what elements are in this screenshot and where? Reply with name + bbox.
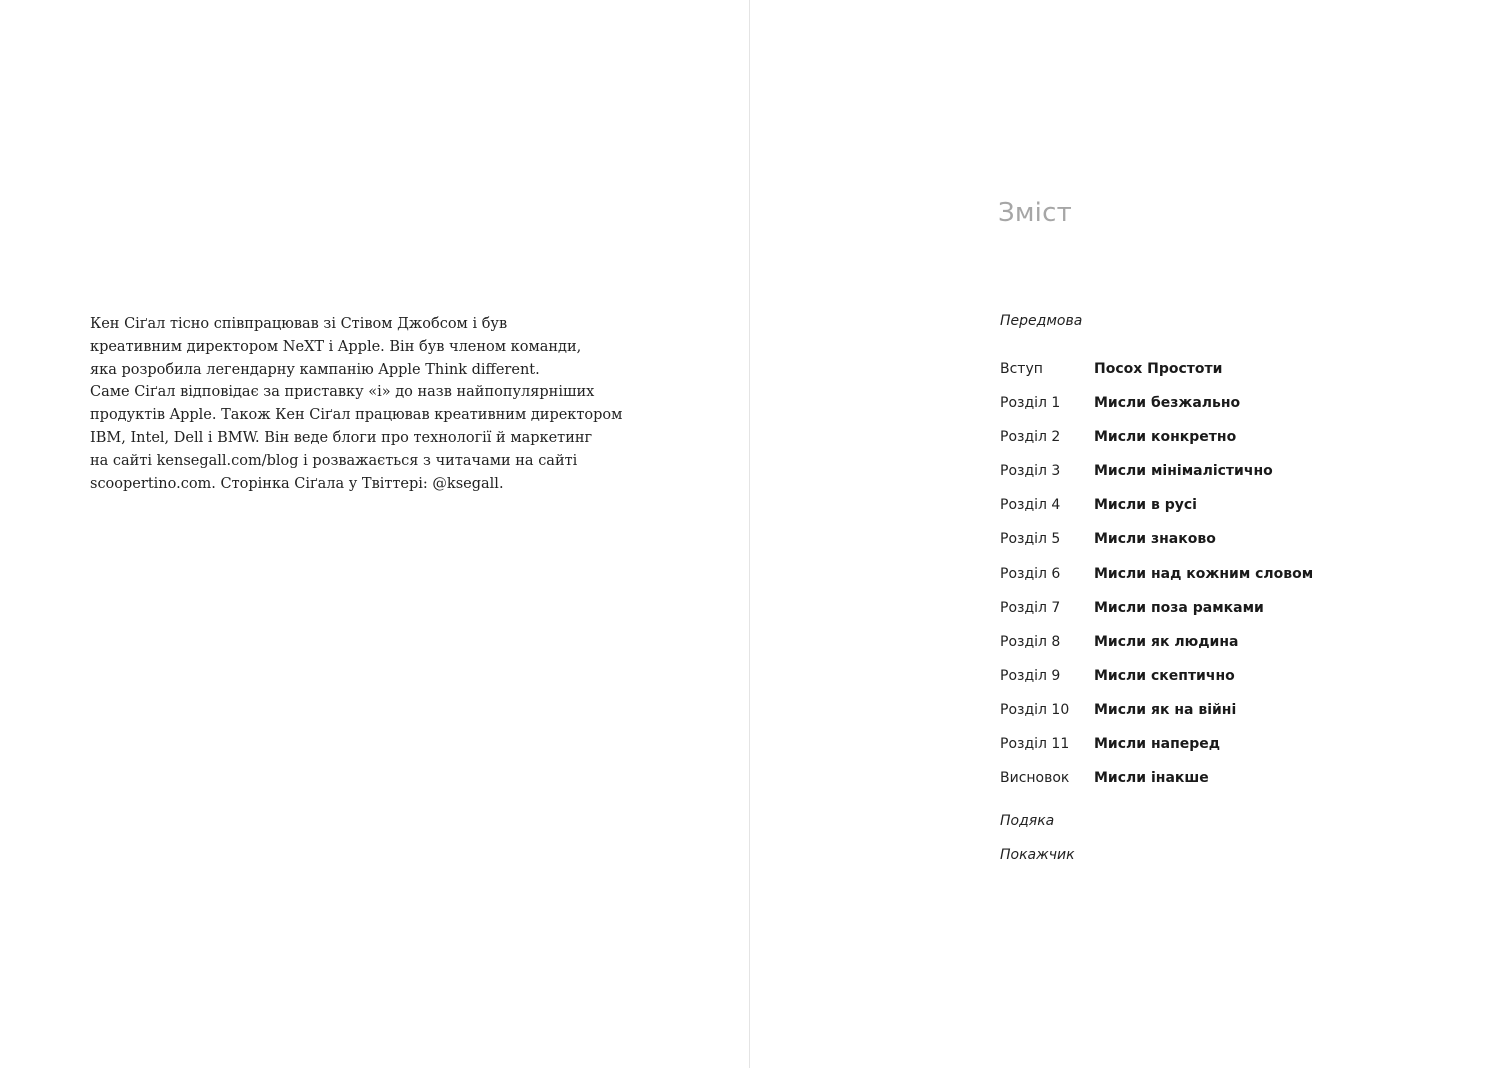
toc-entry[interactable] (1000, 699, 1460, 733)
toc-entry-chapter: Мисли в русі (1094, 497, 1197, 514)
toc-entry-chapter: Мисли над кожним словом (1094, 565, 1314, 582)
bio-line: Кен Сіґал тісно співпрацював зі Стівом Джобсом і був (90, 316, 508, 332)
toc-entry-chapter: Мисли скептично (1094, 667, 1235, 684)
toc-entry[interactable] (1000, 563, 1460, 597)
bio-line: продуктів Apple. Також Кен Сіґал працював креативним директором (90, 407, 623, 424)
toc-entry-label: Розділ 8 (1000, 633, 1061, 650)
bio-line: Саме Сіґал відповідає за приставку «і» до назв найпопулярніших (90, 384, 595, 401)
toc-entry-chapter: Мисли як на війні (1094, 701, 1237, 718)
toc-entry-chapter: Мисли конкретно (1094, 429, 1237, 446)
toc-list (1000, 358, 1460, 801)
toc-entry-chapter: Мисли знаково (1094, 531, 1216, 548)
toc-title: Зміст (998, 198, 1072, 228)
author-bio (90, 313, 690, 495)
toc-entry[interactable] (1000, 733, 1460, 767)
toc-entry-label: Розділ 1 (1000, 395, 1061, 412)
toc-entry-chapter: Мисли як людина (1094, 633, 1239, 650)
bio-line: scoopertino.com. Сторінка Сіґала у Твіттері: @ksegall. (90, 475, 504, 492)
toc-entry-chapter: Мисли наперед (1094, 736, 1221, 753)
toc-entry[interactable] (1000, 528, 1460, 562)
toc-entry-chapter: Мисли поза рамками (1094, 599, 1264, 616)
toc-entry-chapter: Посох Простоти (1094, 361, 1223, 377)
toc-entry[interactable] (1000, 358, 1460, 392)
bio-line: IBM, Intel, Dell і BMW. Він веде блоги про технології й маркетинг (90, 429, 593, 446)
toc-entry-chapter: Мисли інакше (1094, 770, 1209, 787)
toc-entry-label: Розділ 3 (1000, 463, 1061, 480)
toc-entry-label: Розділ 7 (1000, 599, 1061, 616)
toc-entry[interactable] (1000, 460, 1460, 494)
toc-entry-label: Вступ (1000, 361, 1043, 377)
toc-entry[interactable] (1000, 767, 1460, 801)
toc-item-acknowledgements[interactable]: Подяка (1000, 813, 1055, 829)
page-gutter-divider (749, 0, 750, 1068)
toc-entry-label: Висновок (1000, 770, 1070, 787)
toc-entry-label: Розділ 2 (1000, 429, 1061, 446)
toc-entry-label: Розділ 6 (1000, 565, 1061, 582)
toc-entry[interactable] (1000, 631, 1460, 665)
toc-entry[interactable] (1000, 426, 1460, 460)
toc-entry[interactable] (1000, 597, 1460, 631)
right-page (751, 0, 1500, 1068)
toc-entry-label: Розділ 10 (1000, 701, 1070, 718)
toc-entry[interactable] (1000, 392, 1460, 426)
toc-entry-label: Розділ 4 (1000, 497, 1061, 514)
toc-entry[interactable] (1000, 494, 1460, 528)
bio-line: яка розробила легендарну кампанію Apple Think different. (90, 361, 540, 378)
bio-line: на сайті kensegall.com/blog і розважається з читачами на сайті (90, 452, 578, 469)
toc-entry[interactable] (1000, 665, 1460, 699)
toc-item-index[interactable]: Покажчик (1000, 847, 1075, 863)
toc-entry-label: Розділ 5 (1000, 531, 1061, 548)
toc-entry-chapter: Мисли безжально (1094, 395, 1241, 412)
toc-entry-label: Розділ 9 (1000, 667, 1061, 684)
toc-entry-label: Розділ 11 (1000, 736, 1070, 753)
toc-item-preface[interactable]: Передмова (1000, 313, 1083, 329)
bio-line: креативним директором NeXT і Apple. Він був членом команди, (90, 338, 582, 355)
toc-entry-chapter: Мисли мінімалістично (1094, 463, 1273, 480)
